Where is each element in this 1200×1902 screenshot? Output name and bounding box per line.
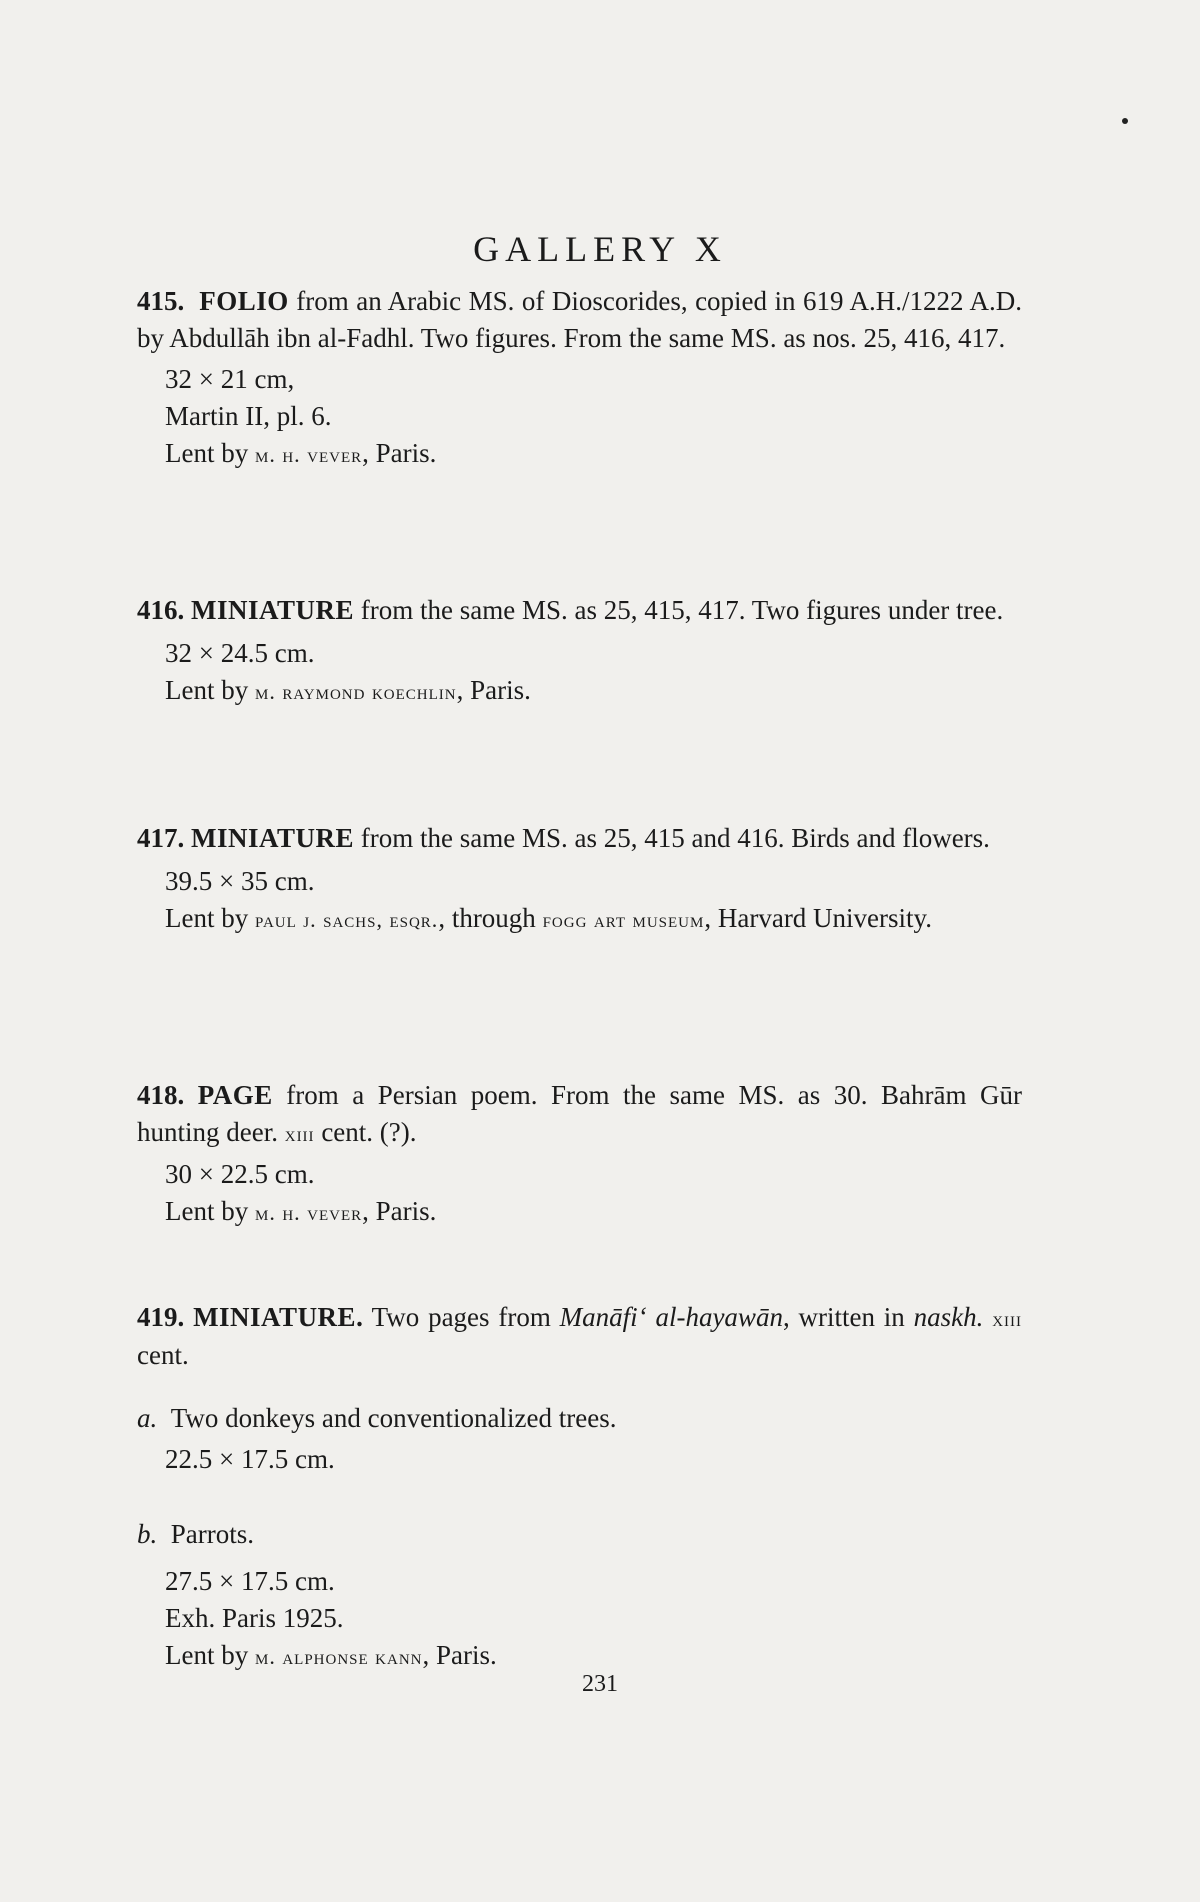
entry-lender-line — [137, 1637, 1022, 1675]
entry-text: Two pages from — [363, 1302, 560, 1332]
lender-name: m. alphonse kann — [254, 1644, 423, 1669]
sub-item-label: a. — [137, 1403, 158, 1433]
sub-item-b — [137, 1516, 1022, 1675]
lent-prefix: Lent by — [165, 675, 255, 705]
lent-prefix: Lent by — [165, 903, 255, 933]
catalogue-entry-417 — [137, 820, 1022, 938]
entry-lead-word: MINIATURE. — [193, 1302, 364, 1332]
entry-century: xiii — [992, 1306, 1023, 1331]
page-number: 231 — [582, 1671, 618, 1697]
sub-item-size: 22.5 × 17.5 cm. — [165, 1444, 335, 1474]
sub-item-label: b. — [137, 1519, 158, 1549]
lent-suffix: , Paris. — [456, 675, 531, 705]
lent-suffix: , Harvard University. — [704, 903, 933, 933]
entry-reference: Martin II, pl. 6. — [165, 401, 332, 431]
sub-item-text: Two donkeys and conventionalized trees. — [170, 1403, 617, 1433]
lent-prefix: Lent by — [165, 1640, 255, 1670]
entry-description — [137, 1299, 1022, 1374]
entry-lender-line — [137, 1193, 1022, 1231]
entry-century: xiii — [284, 1121, 315, 1146]
sub-item-description — [137, 1400, 1022, 1437]
lender-institution: fogg art museum — [542, 907, 705, 932]
sub-item-size: 27.5 × 17.5 cm. — [165, 1566, 335, 1596]
entry-description — [137, 820, 1022, 857]
sub-item-description — [137, 1516, 1022, 1553]
sub-item-text: Parrots. — [170, 1519, 254, 1549]
entry-lender-line — [137, 435, 1022, 473]
entry-text-mid: , written in — [782, 1302, 914, 1332]
lent-suffix: , Paris. — [362, 438, 437, 468]
entry-size: 39.5 × 35 cm. — [165, 866, 315, 896]
entry-description — [137, 592, 1022, 629]
ink-speck — [1122, 118, 1128, 124]
sub-item-exhibition: Exh. Paris 1925. — [165, 1603, 344, 1633]
entry-lender-line — [137, 900, 1022, 938]
lender-name: m. h. vever — [254, 442, 363, 467]
entry-size: 30 × 22.5 cm. — [165, 1159, 315, 1189]
lent-prefix: Lent by — [165, 1196, 255, 1226]
entry-text: from a Persian poem. From the same MS. as 30. Bahrām Gūr hunting deer. — [137, 1080, 1022, 1147]
entry-text: from an Arabic MS. of Dioscorides, copied in 619 A.H./1222 A.D. by Abdullāh ibn al-Fadhl. Two figures. From the same MS. as nos. 25, 416, 417. — [137, 286, 1023, 353]
entry-lead-word: FOLIO — [199, 286, 289, 316]
lender-name: m. raymond koechlin — [254, 679, 457, 704]
entry-text-after: cent. (?). — [314, 1117, 417, 1147]
entry-number: 415. — [137, 286, 185, 316]
entry-number: 418. — [137, 1080, 185, 1110]
entry-number: 419. — [137, 1302, 185, 1332]
entry-lead-word: MINIATURE — [191, 595, 355, 625]
entry-description — [137, 283, 1022, 357]
entry-work-title: Manāfi‘ al-hayawān — [559, 1302, 783, 1332]
entry-lender-line — [137, 672, 1022, 710]
entry-size: 32 × 21 cm, — [165, 364, 295, 394]
entry-size: 32 × 24.5 cm. — [165, 638, 315, 668]
entry-script: naskh. — [913, 1302, 984, 1332]
sub-item-a — [137, 1400, 1022, 1478]
catalogue-entry-415 — [137, 283, 1022, 473]
lent-prefix: Lent by — [165, 438, 255, 468]
entry-number: 417. — [137, 823, 185, 853]
entry-text: from the same MS. as 25, 415 and 416. Birds and flowers. — [354, 823, 990, 853]
lent-mid: , through — [438, 903, 543, 933]
entry-lead-word: PAGE — [197, 1080, 273, 1110]
lent-suffix: , Paris. — [422, 1640, 497, 1670]
catalogue-entry-418 — [137, 1077, 1022, 1231]
catalogue-entry-416 — [137, 592, 1022, 710]
entry-number: 416. — [137, 595, 185, 625]
entry-text-after: cent. — [137, 1340, 189, 1370]
lent-suffix: , Paris. — [362, 1196, 437, 1226]
lender-name: paul j. sachs, esqr. — [254, 907, 439, 932]
entry-text: from the same MS. as 25, 415, 417. Two figures under tree. — [354, 595, 1004, 625]
catalogue-entry-419 — [137, 1299, 1022, 1675]
lender-name: m. h. vever — [254, 1200, 363, 1225]
entry-description — [137, 1077, 1022, 1152]
entry-lead-word: MINIATURE — [191, 823, 355, 853]
page-title: GALLERY X — [473, 229, 727, 270]
